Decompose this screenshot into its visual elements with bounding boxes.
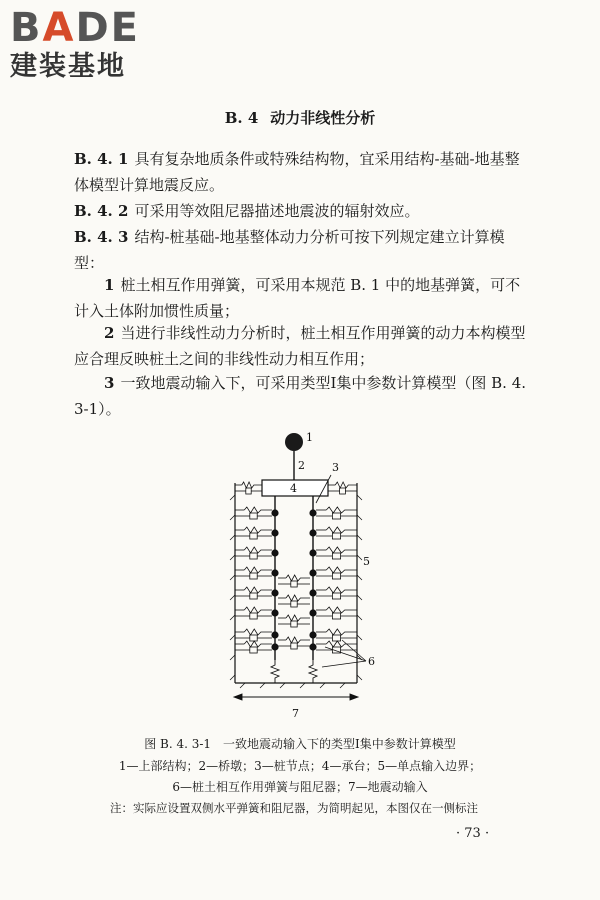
list-item-3: 3 一致地震动输入下，可采用类型Ⅰ集中参数计算模型（图 B. 4. 3-1）。 xyxy=(74,374,527,418)
label-7: 7 xyxy=(292,707,299,720)
pile-node xyxy=(271,589,278,596)
pile-node xyxy=(309,609,316,616)
label-4: 4 xyxy=(290,482,297,495)
pile-node xyxy=(271,643,278,650)
pile-nodes xyxy=(235,482,357,653)
clause-b-4-2: B. 4. 2 可采用等效阻尼器描述地震波的辐射效应。 xyxy=(74,202,420,220)
label-6: 6 xyxy=(368,655,375,668)
pile-node xyxy=(271,631,278,638)
superstructure-mass xyxy=(285,433,303,451)
logo-subtitle: 建装基地 xyxy=(10,51,126,82)
figure-note: 注：实际应设置双侧水平弹簧和阻尼器，为简明起见，本图仅在一侧标注 xyxy=(110,801,478,815)
section-title: B. 4 动力非线性分析 xyxy=(224,109,376,127)
bottom-springs xyxy=(271,660,317,683)
list-item-1: 1 桩土相互作用弹簧，可采用本规范 B. 1 中的地基弹簧，可不计入土体附加惯性质量； xyxy=(74,276,521,320)
pile-node xyxy=(309,509,316,516)
label-1: 1 xyxy=(306,431,313,444)
clause-b-4-3: B. 4. 3 结构-桩基础-地基整体动力分析可按下列规定建立计算模型： xyxy=(74,228,505,272)
pile-node xyxy=(309,589,316,596)
pile-node xyxy=(309,569,316,576)
clause-b-4-1: B. 4. 1 具有复杂地质条件或特殊结构物，宜采用结构-基础-地基整体模型计算地震反应。 xyxy=(74,150,520,194)
label-2: 2 xyxy=(298,459,305,472)
pile-node xyxy=(271,509,278,516)
brand-logo xyxy=(10,6,180,84)
ground-motion-input-arrow xyxy=(234,694,358,700)
list-item-2: 2 当进行非线性动力分析时，桩土相互作用弹簧的动力本构模型应合理反映桩土之间的非线性动力相互作用； xyxy=(74,324,526,368)
pile-node xyxy=(309,631,316,638)
figure-caption: 图 B. 4. 3-1 一致地震动输入下的类型Ⅰ集中参数计算模型 xyxy=(144,737,456,751)
pile-node xyxy=(309,529,316,536)
page-number: · 73 · xyxy=(456,826,490,841)
pile-node xyxy=(309,549,316,556)
pile-node xyxy=(271,609,278,616)
pile-node xyxy=(271,529,278,536)
logo-wordmark: BADE xyxy=(10,5,140,51)
pile-node xyxy=(271,569,278,576)
pile-node xyxy=(271,549,278,556)
figure-legend-line-1: 1—上部结构；2—桥墩；3—桩节点；4—承台；5—单点输入边界； xyxy=(118,759,482,773)
pile-node xyxy=(309,643,316,650)
label-5: 5 xyxy=(363,555,370,568)
figure-legend-line-2: 6—桩土相互作用弹簧与阻尼器；7—地震动输入 xyxy=(172,780,428,794)
pile-model-diagram xyxy=(200,425,400,730)
label-3: 3 xyxy=(332,461,339,474)
